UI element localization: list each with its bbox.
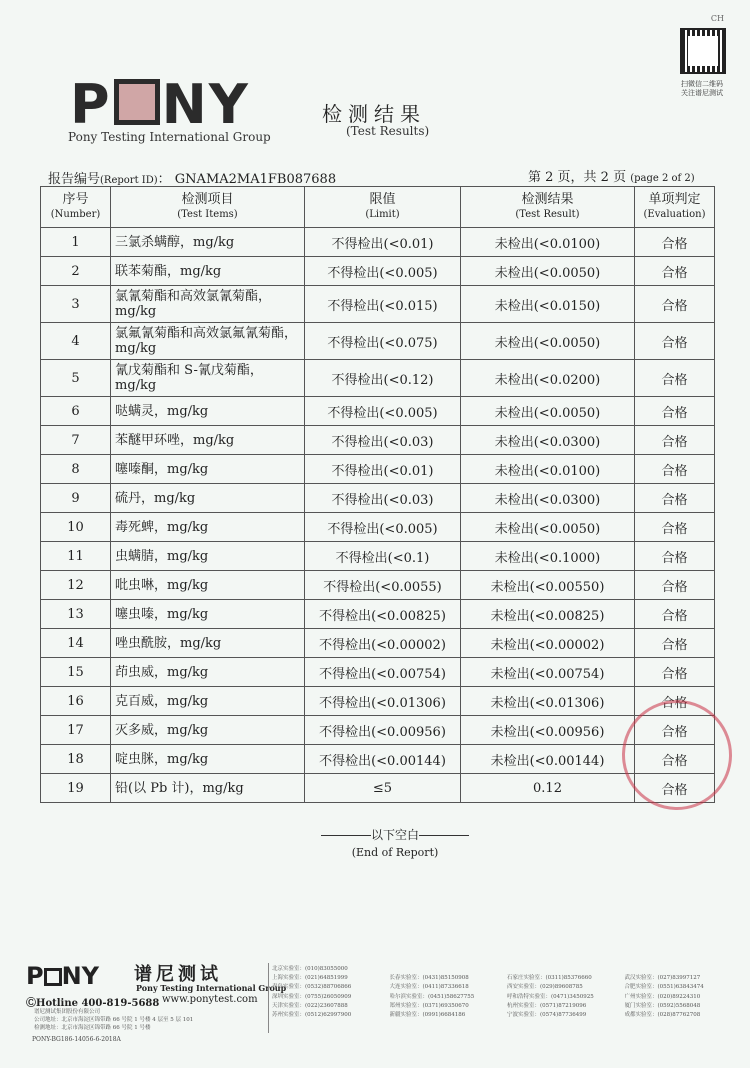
qr-caption-line: 扫微信二维码 xyxy=(681,80,723,88)
hotline-text: Hotline 400-819-5688 xyxy=(36,998,160,1009)
lab-entry: 长春实验室：(0431)85150908 xyxy=(389,975,469,982)
row-evaluation: 合格 xyxy=(635,745,715,774)
lab-entry: 成都实验室：(028)87762708 xyxy=(624,1012,701,1019)
report-id xyxy=(48,168,336,187)
lab-entry xyxy=(507,965,625,974)
row-evaluation: 合格 xyxy=(635,228,715,257)
row-evaluation: 合格 xyxy=(635,397,715,426)
lab-entry: 天津实验室：(022)23607888 xyxy=(272,1002,348,1009)
copyright-icon: Ⓒ xyxy=(26,998,36,1009)
row-test-item: 氯氟氰菊酯和高效氯氟氰菊酯，mg/kg xyxy=(111,323,305,360)
row-test-result: 未检出(<0.0300) xyxy=(461,426,635,455)
row-number: 12 xyxy=(41,571,111,600)
row-test-result: 未检出(<0.00144) xyxy=(461,745,635,774)
lab-entry: 呼和浩特实验室：(0471)3450925 xyxy=(507,993,594,1000)
table-row xyxy=(41,397,715,426)
row-evaluation: 合格 xyxy=(635,658,715,687)
logo-o-icon xyxy=(114,79,160,125)
row-test-result: 未检出(<0.0050) xyxy=(461,513,635,542)
footer-logo-letters: NY xyxy=(61,962,100,990)
page-title: 检测结果 xyxy=(322,102,426,126)
row-test-result: 未检出(<0.01306) xyxy=(461,687,635,716)
row-evaluation: 合格 xyxy=(635,484,715,513)
lab-row xyxy=(272,1011,742,1020)
hotline xyxy=(26,994,159,1009)
lab-entry: 杭州实验室：(0571)87219096 xyxy=(507,1002,587,1009)
row-evaluation: 合格 xyxy=(635,286,715,323)
footer-logo-o-icon xyxy=(44,968,62,986)
row-test-item: 克百威，mg/kg xyxy=(111,687,305,716)
row-number: 7 xyxy=(41,426,111,455)
table-row xyxy=(41,716,715,745)
lab-row xyxy=(272,993,742,1002)
lab-entry: 新疆实验室：(0991)6684186 xyxy=(389,1012,466,1019)
row-evaluation: 合格 xyxy=(635,426,715,455)
report-id-sep: ： xyxy=(157,172,171,187)
row-number: 10 xyxy=(41,513,111,542)
lab-entry: 西安实验室：(029)89608785 xyxy=(507,984,583,991)
row-evaluation: 合格 xyxy=(635,600,715,629)
lab-entry xyxy=(390,965,508,974)
footer-logo-letter: P xyxy=(26,962,44,990)
row-limit: 不得检出(<0.00825) xyxy=(305,600,461,629)
row-evaluation: 合格 xyxy=(635,716,715,745)
row-test-item: 哒螨灵，mg/kg xyxy=(111,397,305,426)
row-limit: 不得检出(<0.12) xyxy=(305,360,461,397)
page-number xyxy=(528,166,695,185)
table-row xyxy=(41,323,715,360)
row-test-result: 未检出(<0.00825) xyxy=(461,600,635,629)
table-row xyxy=(41,257,715,286)
row-limit: 不得检出(<0.005) xyxy=(305,397,461,426)
table-row xyxy=(41,542,715,571)
lab-entry: 北京实验室：(010)83055000 xyxy=(272,966,348,972)
row-limit: 不得检出(<0.00956) xyxy=(305,716,461,745)
end-rule-right xyxy=(419,835,469,836)
row-evaluation: 合格 xyxy=(635,257,715,286)
row-number: 2 xyxy=(41,257,111,286)
row-test-result: 未检出(<0.00956) xyxy=(461,716,635,745)
table-row xyxy=(41,286,715,323)
row-test-result: 未检出(<0.00550) xyxy=(461,571,635,600)
end-rule-left xyxy=(321,835,371,836)
row-test-item: 啶虫脒，mg/kg xyxy=(111,745,305,774)
row-number: 18 xyxy=(41,745,111,774)
results-table xyxy=(40,186,715,803)
logo-letters: NY xyxy=(161,73,250,136)
header-test-items: 检测项目 (Test Items) xyxy=(111,187,305,228)
row-number: 14 xyxy=(41,629,111,658)
table-row xyxy=(41,426,715,455)
row-limit: 不得检出(<0.00144) xyxy=(305,745,461,774)
logo-letter: P xyxy=(70,73,112,136)
row-test-result: 未检出(<0.0100) xyxy=(461,455,635,484)
row-number: 11 xyxy=(41,542,111,571)
table-row xyxy=(41,687,715,716)
row-test-item: 噻虫嗪，mg/kg xyxy=(111,600,305,629)
footer-brand-cn: 谱尼测试 xyxy=(134,964,222,985)
table-row xyxy=(41,455,715,484)
row-limit: 不得检出(<0.01) xyxy=(305,455,461,484)
row-number: 13 xyxy=(41,600,111,629)
row-number: 9 xyxy=(41,484,111,513)
row-limit: 不得检出(<0.01) xyxy=(305,228,461,257)
row-evaluation: 合格 xyxy=(635,687,715,716)
report-id-label: 报告编号 xyxy=(48,172,101,187)
row-test-result: 未检出(<0.0150) xyxy=(461,286,635,323)
lab-row xyxy=(272,1002,742,1011)
row-limit: 不得检出(<0.005) xyxy=(305,513,461,542)
footer-brand-en: Pony Testing International Group xyxy=(136,983,287,993)
lab-entry: 青岛实验室：(0532)88706866 xyxy=(272,984,352,991)
row-number: 8 xyxy=(41,455,111,484)
row-test-item: 灭多威，mg/kg xyxy=(111,716,305,745)
qr-code-icon xyxy=(680,28,726,74)
row-number: 6 xyxy=(41,397,111,426)
row-evaluation: 合格 xyxy=(635,774,715,803)
row-test-item: 毒死蜱，mg/kg xyxy=(111,513,305,542)
row-limit: 不得检出(<0.075) xyxy=(305,323,461,360)
lab-entry: 厦门实验室：(0592)5568048 xyxy=(624,1002,701,1009)
row-number: 1 xyxy=(41,228,111,257)
table-row xyxy=(41,484,715,513)
row-evaluation: 合格 xyxy=(635,571,715,600)
lab-entry: 大连实验室：(0411)87336618 xyxy=(389,984,469,991)
doc-number: PONY-BG186-14056-6-2018A xyxy=(32,1036,121,1043)
qr-caption-line: 关注谱尼测试 xyxy=(681,89,723,97)
lab-entry: 郑州实验室：(0371)69350670 xyxy=(389,1002,469,1009)
row-number: 3 xyxy=(41,286,111,323)
end-of-report-en: (End of Report) xyxy=(351,846,439,859)
footer-address-line: 检测地址：北京市海淀区锦带路 66 号院 1 号楼 xyxy=(34,1025,151,1031)
row-limit: 不得检出(<0.03) xyxy=(305,484,461,513)
row-test-item: 茚虫威，mg/kg xyxy=(111,658,305,687)
row-test-item: 苯醚甲环唑，mg/kg xyxy=(111,426,305,455)
table-row xyxy=(41,774,715,803)
header-evaluation: 单项判定 (Evaluation) xyxy=(635,187,715,228)
lab-row xyxy=(272,965,742,974)
row-limit: 不得检出(<0.005) xyxy=(305,257,461,286)
row-limit: 不得检出(<0.1) xyxy=(305,542,461,571)
page-number-en: (page 2 of 2) xyxy=(630,173,695,184)
row-number: 17 xyxy=(41,716,111,745)
row-evaluation: 合格 xyxy=(635,360,715,397)
row-evaluation: 合格 xyxy=(635,542,715,571)
row-limit: 不得检出(<0.015) xyxy=(305,286,461,323)
table-row xyxy=(41,360,715,397)
row-limit: 不得检出(<0.00002) xyxy=(305,629,461,658)
row-evaluation: 合格 xyxy=(635,323,715,360)
lab-entry: 宁波实验室：(0574)87736499 xyxy=(507,1012,587,1019)
footer-logo xyxy=(26,962,99,990)
row-test-result: 未检出(<0.0200) xyxy=(461,360,635,397)
lab-row xyxy=(272,974,742,983)
row-test-item: 氰戊菊酯和 S-氰戊菊酯，mg/kg xyxy=(111,360,305,397)
row-number: 16 xyxy=(41,687,111,716)
row-test-result: 未检出(<0.1000) xyxy=(461,542,635,571)
page-title-en: (Test Results) xyxy=(346,124,430,138)
table-row xyxy=(41,228,715,257)
row-number: 15 xyxy=(41,658,111,687)
lab-entry: 上海实验室：(021)64851999 xyxy=(272,975,348,982)
row-evaluation: 合格 xyxy=(635,629,715,658)
header-limit: 限值 (Limit) xyxy=(305,187,461,228)
page-number-cn: 第 2 页，共 2 页 xyxy=(528,170,627,185)
row-limit: 不得检出(<0.00754) xyxy=(305,658,461,687)
lab-entry: 哈尔滨实验室：(0451)58627755 xyxy=(389,993,475,1000)
row-test-result: 未检出(<0.0050) xyxy=(461,257,635,286)
row-test-result: 未检出(<0.0050) xyxy=(461,323,635,360)
row-number: 19 xyxy=(41,774,111,803)
row-test-item: 三氯杀螨醇，mg/kg xyxy=(111,228,305,257)
row-test-item: 噻嗪酮，mg/kg xyxy=(111,455,305,484)
end-of-report-cn: 以下空白 xyxy=(370,828,419,842)
row-number: 5 xyxy=(41,360,111,397)
row-test-item: 吡虫啉，mg/kg xyxy=(111,571,305,600)
table-row xyxy=(41,658,715,687)
row-test-result: 未检出(<0.0300) xyxy=(461,484,635,513)
header-test-result: 检测结果 (Test Result) xyxy=(461,187,635,228)
row-test-item: 氯氰菊酯和高效氯氰菊酯，mg/kg xyxy=(111,286,305,323)
footer-address-line: 谱尼测试集团股份有限公司 xyxy=(34,1009,101,1015)
website-link[interactable]: www.ponytest.com xyxy=(162,994,258,1005)
lab-entry: 广州实验室：(020)89224310 xyxy=(624,993,701,1000)
header-number: 序号 (Number) xyxy=(41,187,111,228)
pony-logo xyxy=(70,73,250,136)
table-row xyxy=(41,745,715,774)
lab-directory xyxy=(272,965,742,1020)
report-id-value: GNAMA2MA1FB087688 xyxy=(174,172,337,187)
row-limit: 不得检出(<0.03) xyxy=(305,426,461,455)
lab-entry: 武汉实验室：(027)83997127 xyxy=(624,975,701,982)
table-row xyxy=(41,629,715,658)
page-code: CH xyxy=(710,14,724,23)
table-row xyxy=(41,513,715,542)
row-test-item: 铅(以 Pb 计)，mg/kg xyxy=(111,774,305,803)
footer-divider xyxy=(268,963,269,1033)
row-evaluation: 合格 xyxy=(635,513,715,542)
end-of-report xyxy=(300,826,490,843)
table-header-row xyxy=(41,187,715,228)
logo-subtitle: Pony Testing International Group xyxy=(68,130,271,144)
footer-address-line: 公司地址：北京市海淀区锦带路 66 号院 1 号楼 4 层至 5 层 101 xyxy=(34,1017,194,1023)
row-limit: ≤5 xyxy=(305,774,461,803)
row-evaluation: 合格 xyxy=(635,455,715,484)
table-row xyxy=(41,600,715,629)
row-test-item: 唑虫酰胺，mg/kg xyxy=(111,629,305,658)
lab-entry: 深圳实验室：(0755)26050909 xyxy=(272,993,352,1000)
row-test-result: 未检出(<0.0050) xyxy=(461,397,635,426)
table-row xyxy=(41,571,715,600)
lab-entry xyxy=(625,965,743,974)
row-test-result: 0.12 xyxy=(461,774,635,803)
qr-caption xyxy=(664,80,740,98)
lab-entry: 合肥实验室：(0551)63843474 xyxy=(624,984,704,991)
row-test-item: 虫螨腈，mg/kg xyxy=(111,542,305,571)
lab-row xyxy=(272,983,742,992)
row-limit: 不得检出(<0.01306) xyxy=(305,687,461,716)
row-test-item: 硫丹，mg/kg xyxy=(111,484,305,513)
row-limit: 不得检出(<0.0055) xyxy=(305,571,461,600)
row-test-result: 未检出(<0.0100) xyxy=(461,228,635,257)
row-test-result: 未检出(<0.00754) xyxy=(461,658,635,687)
row-number: 4 xyxy=(41,323,111,360)
row-test-result: 未检出(<0.00002) xyxy=(461,629,635,658)
report-id-label-en: (Report ID) xyxy=(100,175,158,186)
lab-entry: 石家庄实验室：(0311)85376660 xyxy=(507,975,592,982)
row-test-item: 联苯菊酯，mg/kg xyxy=(111,257,305,286)
lab-entry: 苏州实验室：(0512)62997900 xyxy=(272,1012,352,1019)
